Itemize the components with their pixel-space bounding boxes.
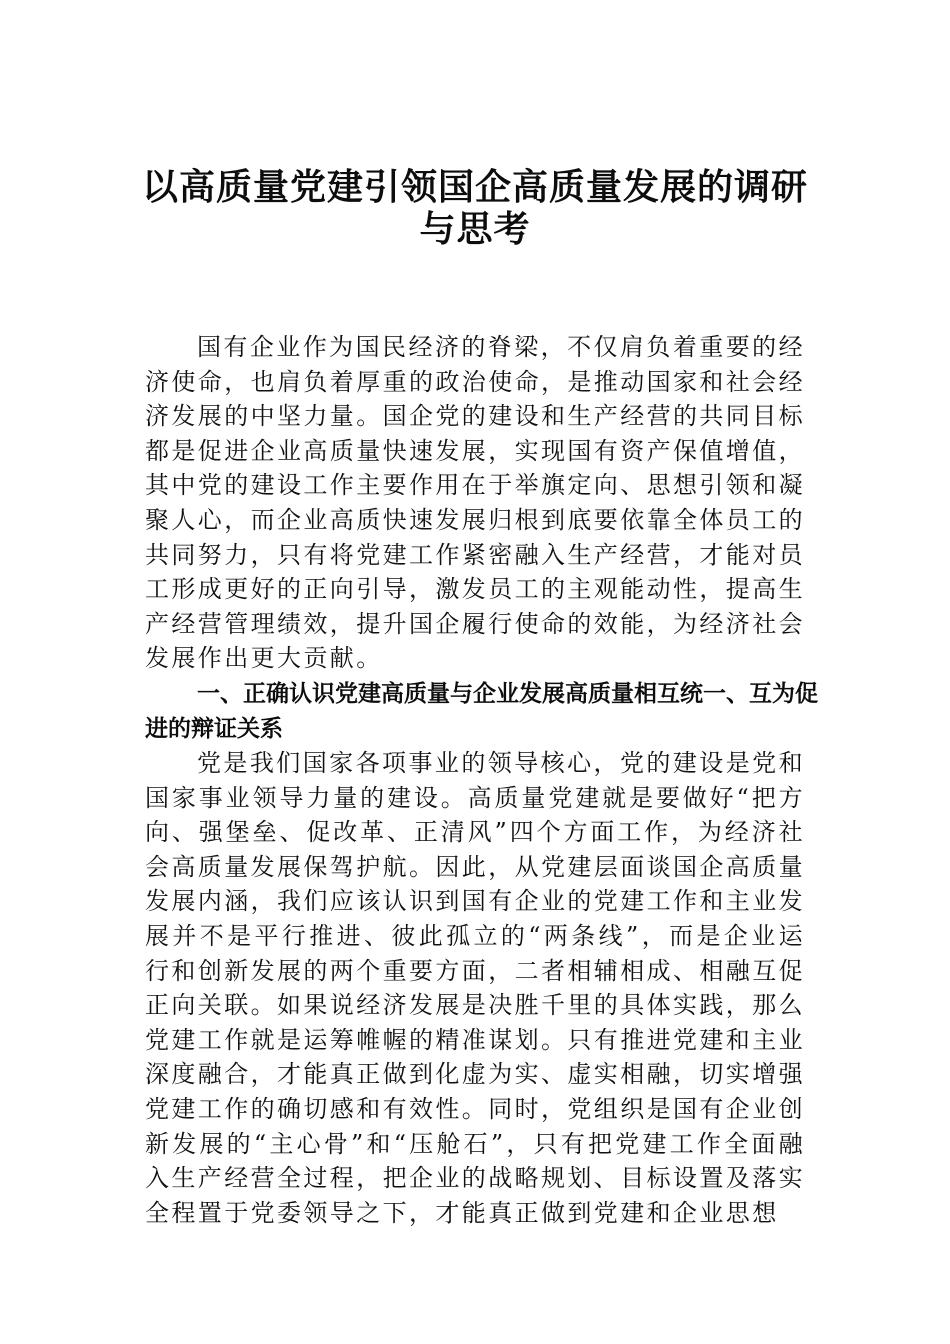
document-title-line-1: 以高质量党建引领国企高质量发展的调研 — [141, 166, 808, 208]
section-1-heading: 一、正确认识党建高质量与企业发展高质量相互统一、互为促进的辩证关系 — [145, 681, 818, 742]
intro-paragraph: 国有企业作为国民经济的脊梁，不仅肩负着重要的经济使命，也肩负着厚重的政治使命，是推动国家和社会经济发展的中坚力量。国企党的建设和生产经营的共同目标都是促进企业高质量快速发展，实现国有资产保值增值，其中党的建设工作主要作用在于举旗定向、思想引领和凝聚人心，而企业高质快速发展归根到底要依靠全体员工的共同努力，只有将党建工作紧密融入生产经营，才能对员工形成更好的正向引导，激发员工的主观能动性，提高生产经营管理绩效，提升国企履行使命的效能，为经济社会发展作出更大贡献。 — [145, 333, 805, 673]
document-title-line-2: 与思考 — [419, 208, 531, 250]
section-1-paragraph: 党是我们国家各项事业的领导核心，党的建设是党和国家事业领导力量的建设。高质量党建就是要做好“把方向、强堡垒、促改革、正清风”四个方面工作，为经济社会高质量发展保驾护航。因此，从党建层面谈国企高质量发展内涵，我们应该认识到国有企业的党建工作和主业发展并不是平行推进、彼此孤立的“两条线”，而是企业运行和创新发展的两个重要方面，二者相辅相成、相融互促正向关联。如果说经济发展是决胜千里的具体实践，那么党建工作就是运筹帷幄的精准谋划。只有推进党建和主业深度融合，才能真正做到化虚为实、虚实相融，切实增强党建工作的确切感和有效性。同时，党组织是国有企业创新发展的“主心骨”和“压舱石”，只有把党建工作全面融入生产经营全过程，把企业的战略规划、目标设置及落实全程置于党委领导之下，才能真正做到党建和企业思想 — [145, 749, 805, 1227]
